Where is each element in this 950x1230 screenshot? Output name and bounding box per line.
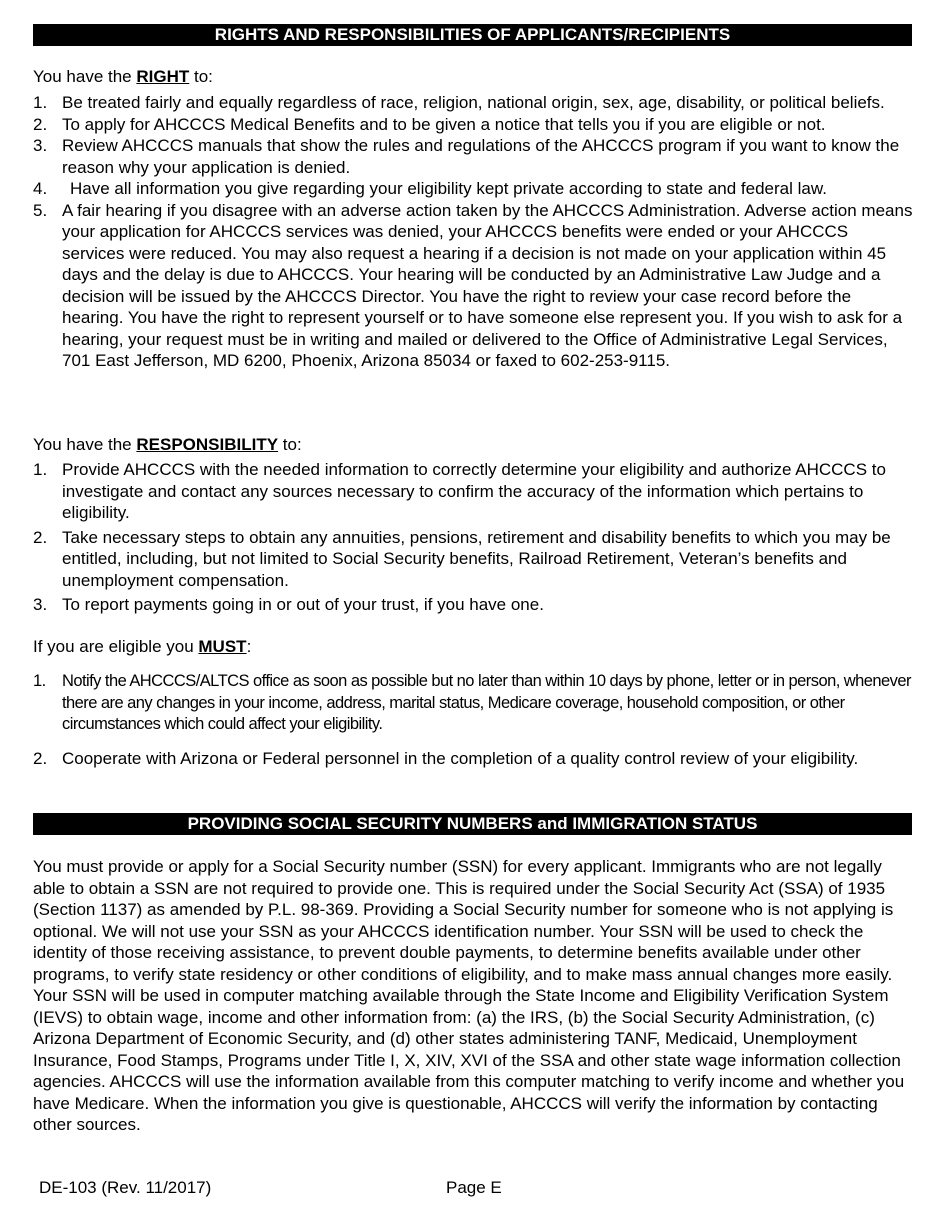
ssn-section-header: PROVIDING SOCIAL SECURITY NUMBERS and IMMIGRATION STATUS [33,813,912,835]
item-number: 2. [33,527,48,547]
rights-intro-prefix: You have the [33,67,137,86]
item-number: 3. [33,136,48,155]
responsibility-list [33,459,915,616]
item-number: 5. [33,200,48,220]
list-item [33,200,915,372]
ssn-paragraph: You must provide or apply for a Social Security number (SSN) for every applicant. Immigrants who are not legally able to obtain a SSN are not required to provide one. This is required under the Social Security Act (SSA) of 1935 (Section 1137) as amended by P.L. 98-369. Providing a Social Security number for someone who is not applying is optional. We will not use your SSN as your AHCCCS identification number. Your SSN will be used to check the identity of those receiving assistance, to prevent double payments, to determine benefits available under other programs, to verify state residency or other conditions of eligibility, and to make mass annual changes more easily. Your SSN will be used in computer matching available through the State Income and Eligibility Verification System (IEVS) to obtain wage, income and other information from: (a) the IRS, (b) the Social Security Administration, (c) Arizona Department of Economic Security, and (d) other states administering TANF, Medicaid, Unemployment Insurance, Food Stamps, Programs under Title I, X, XIV, XVI of the SSA and other state wage information collection agencies. AHCCCS will use the information available from this computer matching to verify income and whether you have Medicare. When the information you give is questionable, AHCCCS will verify the information by contacting other sources. [33,857,905,1134]
responsibility-keyword: RESPONSIBILITY [136,435,279,454]
list-item [33,135,915,178]
item-number: 2. [33,114,48,134]
item-number: 3. [33,595,48,614]
rights-intro-suffix: to: [189,67,213,86]
list-item [33,178,915,200]
item-text: Take necessary steps to obtain any annuities, pensions, retirement and disability benefits to which you may be entitled, including, but not limited to Social Security benefits, Railroad Retirement, Veteran’s benefits and unemployment compensation. [62,527,891,590]
item-number: 1. [33,93,48,112]
item-text: A fair hearing if you disagree with an adverse action taken by the AHCCCS Administration. Adverse action means your application for AHCCCS services was denied, your AHCCCS benefits were ended or your AHCCCS services were reduced. You may also request a hearing if a decision is not made on your application within 45 days and the delay is due to AHCCCS. Your hearing will be conducted by an Administrative Law Judge and a decision will be issued by the AHCCCS Director. You have the right to review your case record before the hearing. You have the right to represent yourself or to have someone else represent you. If you wish to ask for a hearing, your request must be in writing and mailed or delivered to the Office of Administrative Legal Services, 701 East Jefferson, MD 6200, Phoenix, Arizona 85034 or faxed to 602-253-9115. [62,200,913,370]
rights-intro [33,66,213,87]
form-id: DE-103 (Rev. 11/2017) [39,1178,212,1197]
list-item [33,92,915,114]
list-item [33,671,915,736]
item-text: Be treated fairly and equally regardless of race, religion, national origin, sex, age, disability, or political beliefs. [62,93,885,112]
item-number: 2. [33,748,48,768]
item-text: Review AHCCCS manuals that show the rules and regulations of the AHCCCS program if you want to know the reason why your application is denied. [62,136,900,177]
rights-section-header: RIGHTS AND RESPONSIBILITIES OF APPLICANTS/RECIPIENTS [33,24,912,46]
must-intro-suffix: : [246,637,252,656]
list-item [33,748,915,770]
list-item [33,114,915,136]
item-text: To report payments going in or out of your trust, if you have one. [62,595,544,614]
must-list [33,671,915,769]
item-text: To apply for AHCCCS Medical Benefits and to be given a notice that tells you if you are eligible or not. [62,114,826,134]
list-item [33,527,915,592]
rights-keyword: RIGHT [136,67,190,86]
responsibility-intro-prefix: You have the [33,435,137,454]
responsibility-intro [33,434,302,455]
item-text: Cooperate with Arizona or Federal personnel in the completion of a quality control review of your eligibility. [62,748,859,768]
item-text: Provide AHCCCS with the needed information to correctly determine your eligibility and authorize AHCCCS to investigate and contact any sources necessary to confirm the accuracy of the information which pertains to eligibility. [62,460,886,522]
item-number: 1. [33,672,46,690]
list-item [33,594,915,616]
list-item [33,459,915,524]
must-keyword: MUST [198,637,247,656]
must-intro-prefix: If you are eligible you [33,637,199,656]
item-text: Notify the AHCCCS/ALTCS office as soon as possible but no later than within 10 days by phone, letter or in person, whenever there are any changes in your income, address, marital status, Medicare coverage, household composition, or other circumstances which could affect your eligibility. [62,672,911,733]
must-intro [33,636,251,657]
item-number: 1. [33,460,48,479]
responsibility-intro-suffix: to: [278,435,302,454]
item-number: 4. [33,179,48,198]
rights-list [33,92,915,372]
page-number: Page E [446,1178,502,1197]
item-text: Have all information you give regarding your eligibility kept private according to state and federal law. [70,179,827,198]
